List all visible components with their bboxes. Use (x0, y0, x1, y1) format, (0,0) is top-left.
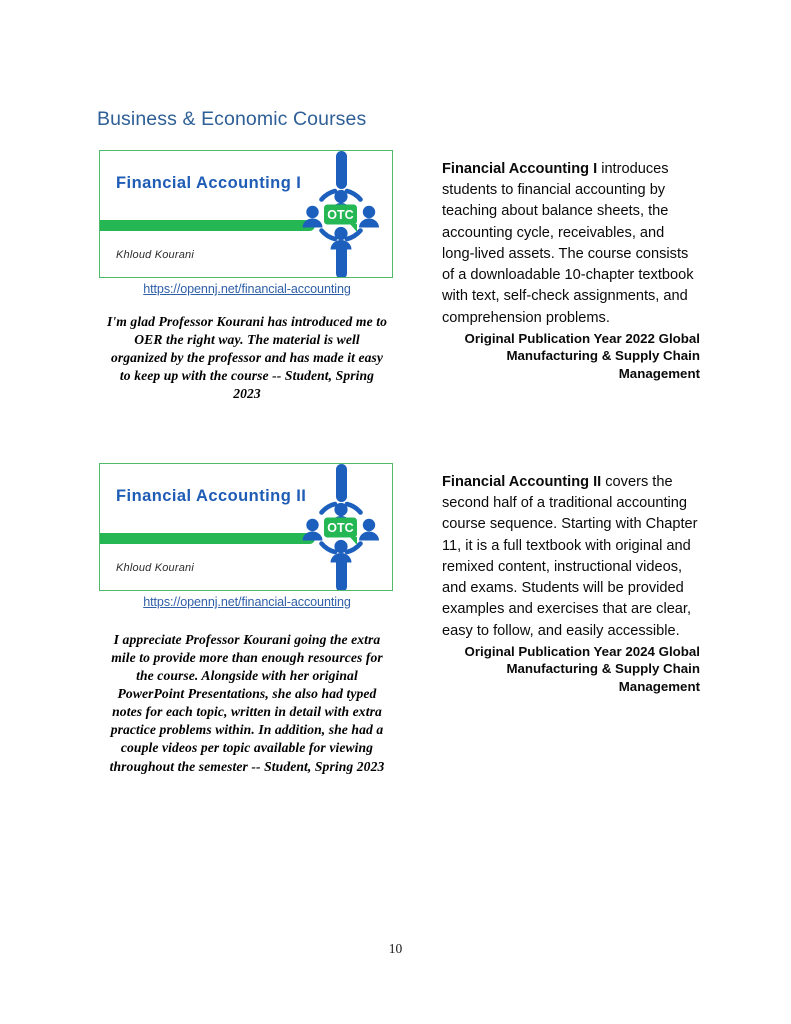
book-cover-title: Financial Accounting I (116, 174, 302, 192)
section-heading: Business & Economic Courses (97, 108, 367, 130)
student-testimonial: I appreciate Professor Kourani going the extra mile to provide more than enough resources for the course. Alongside with her original PowerPoint Presentations, she also had typed notes for each topic, written in detail with extra practice problems within. In addition, she had a couple videos per topic available for viewing throughout the semester -- Student, Spring 2023 (109, 632, 385, 774)
course-description (442, 472, 700, 642)
otc-logo-text: OTC (327, 208, 354, 222)
course-media-column (99, 150, 395, 403)
book-cover-title: Financial Accounting II (116, 487, 307, 505)
otc-logo-text: OTC (327, 521, 354, 535)
course-url-link[interactable]: https://opennj.net/financial-accounting (143, 282, 351, 296)
otc-logo-icon (294, 150, 386, 278)
course-title-inline: Financial Accounting II (442, 474, 602, 490)
book-cover-accent-bar (99, 220, 315, 231)
course-title-inline: Financial Accounting I (442, 161, 598, 177)
student-testimonial: I'm glad Professor Kourani has introduced me to OER the right way. The material is well organized by the professor and has made it easy to keep up with the course -- Student, Spring 2023 (106, 314, 387, 402)
book-cover-image (99, 463, 393, 591)
course-description-column (442, 159, 700, 382)
course-description-column (442, 472, 700, 695)
course-attribution: Original Publication Year 2024 Global Manufacturing & Supply Chain Management (464, 643, 700, 694)
course-description-body: introduces students to financial accounting by teaching about balance sheets, the accounting cycle, receivables, and long-lived assets. The course consists of a downloadable 10-chapter textbook with text, self-check assignments, and comprehension problems. (442, 161, 694, 326)
book-cover-image (99, 150, 393, 278)
page-number: 10 (388, 941, 403, 956)
course-media-column (99, 463, 395, 776)
course-description-body: covers the second half of a traditional accounting course sequence. Starting with Chapter 11, it is a full textbook with original and remixed content, instructional videos, and exams. Students will be provided examples and exercises that are clear, easy to follow, and easily accessible. (442, 474, 698, 639)
course-attribution: Original Publication Year 2022 Global Manufacturing & Supply Chain Management (464, 330, 700, 381)
otc-logo-icon (294, 463, 386, 591)
course-description (442, 159, 700, 329)
course-url-link[interactable]: https://opennj.net/financial-accounting (143, 595, 351, 609)
book-cover-author: Khloud Kourani (116, 562, 195, 574)
book-cover-author: Khloud Kourani (116, 249, 195, 261)
book-cover-accent-bar (99, 533, 315, 544)
